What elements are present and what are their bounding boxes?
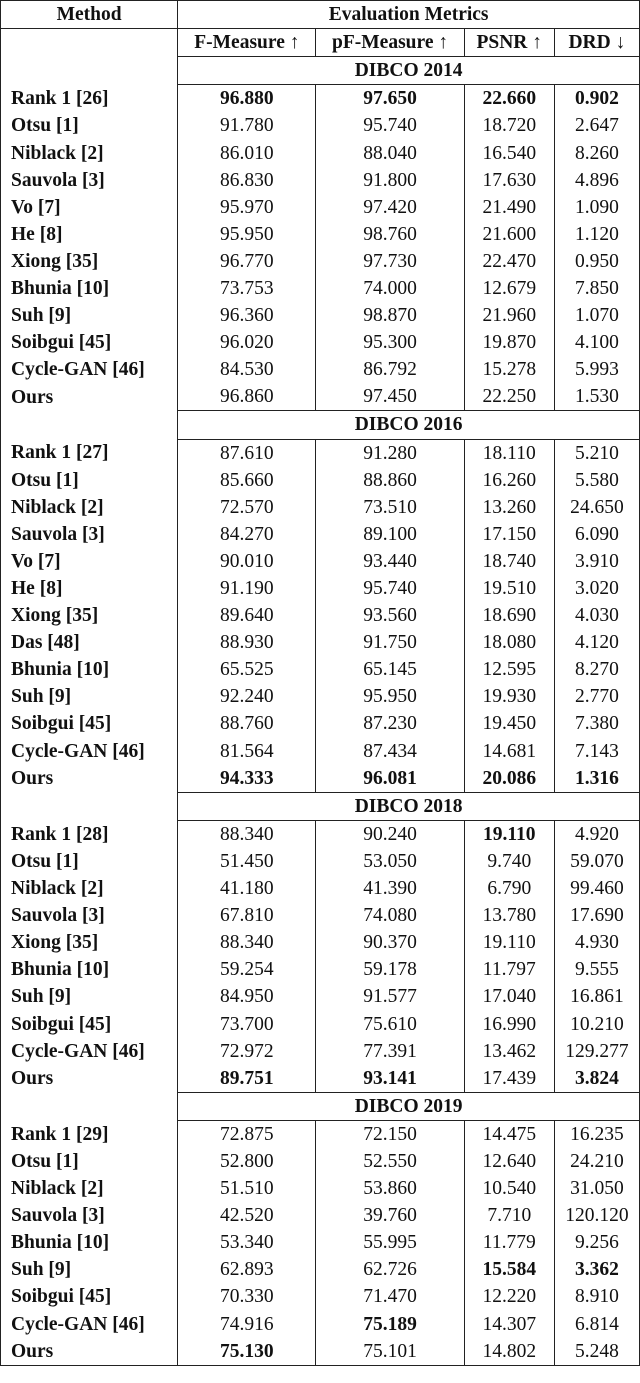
table-row <box>1 1120 640 1148</box>
f-measure-cell: 96.860 <box>178 383 316 411</box>
table-row <box>1 1338 640 1366</box>
psnr-cell: 14.307 <box>464 1311 554 1338</box>
drd-cell: 1.530 <box>554 383 639 411</box>
drd-cell: 9.256 <box>554 1229 639 1256</box>
f-measure-cell: 72.875 <box>178 1120 316 1148</box>
method-cell: Xiong [35] <box>1 602 178 629</box>
drd-cell: 3.020 <box>554 575 639 602</box>
f-measure-cell: 74.916 <box>178 1311 316 1338</box>
method-cell: Soibgui [45] <box>1 710 178 737</box>
drd-cell: 120.120 <box>554 1202 639 1229</box>
table-row <box>1 956 640 983</box>
drd-header: DRD ↓ <box>554 29 639 57</box>
table-row <box>1 1148 640 1175</box>
psnr-cell: 19.110 <box>464 929 554 956</box>
method-cell: Das [48] <box>1 629 178 656</box>
table-row <box>1 112 640 139</box>
f-measure-cell: 95.950 <box>178 221 316 248</box>
drd-cell: 1.120 <box>554 221 639 248</box>
pf-measure-cell: 89.100 <box>316 521 464 548</box>
f-measure-cell: 96.360 <box>178 302 316 329</box>
table-row <box>1 820 640 848</box>
psnr-cell: 19.870 <box>464 329 554 356</box>
psnr-cell: 18.110 <box>464 439 554 467</box>
pf-measure-cell: 75.189 <box>316 1311 464 1338</box>
table-row <box>1 439 640 467</box>
drd-cell: 4.030 <box>554 602 639 629</box>
psnr-cell: 11.779 <box>464 1229 554 1256</box>
method-blank-cell <box>1 57 178 85</box>
table-row <box>1 139 640 166</box>
pf-measure-cell: 90.370 <box>316 929 464 956</box>
f-measure-cell: 88.340 <box>178 820 316 848</box>
pf-measure-cell: 52.550 <box>316 1148 464 1175</box>
f-measure-cell: 96.880 <box>178 85 316 113</box>
drd-cell: 24.650 <box>554 494 639 521</box>
header-row-1 <box>1 1 640 29</box>
table-row <box>1 1202 640 1229</box>
f-measure-cell: 92.240 <box>178 683 316 710</box>
f-measure-cell: 72.570 <box>178 494 316 521</box>
method-cell: He [8] <box>1 575 178 602</box>
pf-measure-cell: 91.280 <box>316 439 464 467</box>
table-row <box>1 329 640 356</box>
drd-cell: 4.896 <box>554 167 639 194</box>
psnr-cell: 18.690 <box>464 602 554 629</box>
pf-measure-cell: 39.760 <box>316 1202 464 1229</box>
pf-measure-cell: 93.560 <box>316 602 464 629</box>
table-row <box>1 1038 640 1065</box>
drd-cell: 1.070 <box>554 302 639 329</box>
psnr-cell: 14.681 <box>464 738 554 765</box>
psnr-cell: 13.780 <box>464 902 554 929</box>
evaluation-metrics-header: Evaluation Metrics <box>178 1 640 29</box>
f-measure-cell: 73.753 <box>178 275 316 302</box>
section-title: DIBCO 2019 <box>178 1092 640 1120</box>
method-cell: Sauvola [3] <box>1 902 178 929</box>
table-row <box>1 656 640 683</box>
f-measure-cell: 62.893 <box>178 1256 316 1283</box>
f-measure-cell: 70.330 <box>178 1283 316 1310</box>
method-cell: Sauvola [3] <box>1 167 178 194</box>
method-header-blank <box>1 29 178 57</box>
psnr-cell: 16.260 <box>464 467 554 494</box>
table-row <box>1 467 640 494</box>
method-cell: Cycle-GAN [46] <box>1 356 178 383</box>
method-cell: Bhunia [10] <box>1 275 178 302</box>
table-row <box>1 494 640 521</box>
pf-measure-cell: 72.150 <box>316 1120 464 1148</box>
method-cell: Bhunia [10] <box>1 656 178 683</box>
table-row <box>1 167 640 194</box>
method-cell: Suh [9] <box>1 302 178 329</box>
psnr-cell: 18.740 <box>464 548 554 575</box>
table-row <box>1 85 640 113</box>
f-measure-cell: 42.520 <box>178 1202 316 1229</box>
psnr-cell: 22.470 <box>464 248 554 275</box>
section-title: DIBCO 2014 <box>178 57 640 85</box>
drd-cell: 31.050 <box>554 1175 639 1202</box>
pf-measure-cell: 91.750 <box>316 629 464 656</box>
drd-cell: 129.277 <box>554 1038 639 1065</box>
f-measure-cell: 96.020 <box>178 329 316 356</box>
f-measure-cell: 52.800 <box>178 1148 316 1175</box>
psnr-cell: 14.475 <box>464 1120 554 1148</box>
table-row <box>1 575 640 602</box>
drd-cell: 7.143 <box>554 738 639 765</box>
method-cell: Otsu [1] <box>1 848 178 875</box>
psnr-cell: 22.660 <box>464 85 554 113</box>
psnr-cell: 19.510 <box>464 575 554 602</box>
f-measure-cell: 87.610 <box>178 439 316 467</box>
method-cell: Bhunia [10] <box>1 956 178 983</box>
drd-cell: 8.910 <box>554 1283 639 1310</box>
table-row <box>1 629 640 656</box>
method-cell: Rank 1 [26] <box>1 85 178 113</box>
method-cell: Sauvola [3] <box>1 1202 178 1229</box>
drd-cell: 4.120 <box>554 629 639 656</box>
section-title: DIBCO 2016 <box>178 411 640 439</box>
table-row <box>1 1175 640 1202</box>
psnr-cell: 17.150 <box>464 521 554 548</box>
psnr-cell: 11.797 <box>464 956 554 983</box>
method-cell: Otsu [1] <box>1 112 178 139</box>
psnr-cell: 16.990 <box>464 1010 554 1037</box>
table-row <box>1 194 640 221</box>
f-measure-cell: 81.564 <box>178 738 316 765</box>
drd-cell: 24.210 <box>554 1148 639 1175</box>
f-measure-cell: 91.190 <box>178 575 316 602</box>
psnr-cell: 12.679 <box>464 275 554 302</box>
method-cell: Niblack [2] <box>1 1175 178 1202</box>
table-row <box>1 1010 640 1037</box>
pf-measure-cell: 97.420 <box>316 194 464 221</box>
drd-cell: 8.270 <box>554 656 639 683</box>
pf-measure-cell: 53.860 <box>316 1175 464 1202</box>
pf-measure-cell: 65.145 <box>316 656 464 683</box>
method-cell: He [8] <box>1 221 178 248</box>
drd-cell: 5.248 <box>554 1338 639 1366</box>
pf-measure-cell: 90.240 <box>316 820 464 848</box>
method-cell: Suh [9] <box>1 983 178 1010</box>
table-row <box>1 602 640 629</box>
pf-measure-cell: 73.510 <box>316 494 464 521</box>
pf-measure-cell: 55.995 <box>316 1229 464 1256</box>
f-measure-cell: 88.340 <box>178 929 316 956</box>
pf-measure-cell: 77.391 <box>316 1038 464 1065</box>
table-row <box>1 1065 640 1093</box>
method-header: Method <box>1 1 178 29</box>
pf-measure-cell: 96.081 <box>316 765 464 793</box>
f-measure-cell: 73.700 <box>178 1010 316 1037</box>
pf-measure-cell: 98.760 <box>316 221 464 248</box>
psnr-cell: 14.802 <box>464 1338 554 1366</box>
method-cell: Niblack [2] <box>1 875 178 902</box>
table-row <box>1 710 640 737</box>
psnr-cell: 20.086 <box>464 765 554 793</box>
table-row <box>1 738 640 765</box>
table-row <box>1 521 640 548</box>
drd-cell: 10.210 <box>554 1010 639 1037</box>
f-measure-cell: 88.760 <box>178 710 316 737</box>
table-body <box>1 57 640 1366</box>
pf-measure-cell: 75.610 <box>316 1010 464 1037</box>
table-row <box>1 1283 640 1310</box>
f-measure-header: F-Measure ↑ <box>178 29 316 57</box>
table-row <box>1 248 640 275</box>
table-row <box>1 356 640 383</box>
drd-cell: 59.070 <box>554 848 639 875</box>
method-cell: Ours <box>1 1065 178 1093</box>
method-cell: Otsu [1] <box>1 1148 178 1175</box>
psnr-cell: 13.462 <box>464 1038 554 1065</box>
f-measure-cell: 86.830 <box>178 167 316 194</box>
psnr-cell: 16.540 <box>464 139 554 166</box>
psnr-cell: 9.740 <box>464 848 554 875</box>
table-row <box>1 1256 640 1283</box>
f-measure-cell: 51.510 <box>178 1175 316 1202</box>
method-cell: Vo [7] <box>1 548 178 575</box>
psnr-cell: 6.790 <box>464 875 554 902</box>
method-blank-cell <box>1 1092 178 1120</box>
drd-cell: 5.580 <box>554 467 639 494</box>
pf-measure-header: pF-Measure ↑ <box>316 29 464 57</box>
method-cell: Ours <box>1 1338 178 1366</box>
method-cell: Otsu [1] <box>1 467 178 494</box>
pf-measure-cell: 95.950 <box>316 683 464 710</box>
f-measure-cell: 51.450 <box>178 848 316 875</box>
psnr-cell: 22.250 <box>464 383 554 411</box>
pf-measure-cell: 93.440 <box>316 548 464 575</box>
section-header-row <box>1 1092 640 1120</box>
pf-measure-cell: 88.860 <box>316 467 464 494</box>
psnr-cell: 12.220 <box>464 1283 554 1310</box>
f-measure-cell: 85.660 <box>178 467 316 494</box>
psnr-cell: 7.710 <box>464 1202 554 1229</box>
header-row-2 <box>1 29 640 57</box>
psnr-header: PSNR ↑ <box>464 29 554 57</box>
psnr-cell: 10.540 <box>464 1175 554 1202</box>
f-measure-cell: 65.525 <box>178 656 316 683</box>
drd-cell: 0.950 <box>554 248 639 275</box>
table-row <box>1 1229 640 1256</box>
psnr-cell: 21.600 <box>464 221 554 248</box>
f-measure-cell: 91.780 <box>178 112 316 139</box>
pf-measure-cell: 95.740 <box>316 112 464 139</box>
table-row <box>1 275 640 302</box>
psnr-cell: 12.640 <box>464 1148 554 1175</box>
psnr-cell: 21.960 <box>464 302 554 329</box>
drd-cell: 4.100 <box>554 329 639 356</box>
method-cell: Rank 1 [28] <box>1 820 178 848</box>
method-cell: Cycle-GAN [46] <box>1 1311 178 1338</box>
f-measure-cell: 96.770 <box>178 248 316 275</box>
drd-cell: 5.210 <box>554 439 639 467</box>
drd-cell: 16.861 <box>554 983 639 1010</box>
section-header-row <box>1 57 640 85</box>
pf-measure-cell: 53.050 <box>316 848 464 875</box>
drd-cell: 1.090 <box>554 194 639 221</box>
drd-cell: 9.555 <box>554 956 639 983</box>
method-cell: Soibgui [45] <box>1 329 178 356</box>
method-cell: Suh [9] <box>1 1256 178 1283</box>
table-row <box>1 765 640 793</box>
psnr-cell: 19.450 <box>464 710 554 737</box>
psnr-cell: 17.439 <box>464 1065 554 1093</box>
method-cell: Vo [7] <box>1 194 178 221</box>
table-row <box>1 1311 640 1338</box>
table-row <box>1 875 640 902</box>
psnr-cell: 15.278 <box>464 356 554 383</box>
drd-cell: 4.920 <box>554 820 639 848</box>
f-measure-cell: 84.530 <box>178 356 316 383</box>
method-cell: Bhunia [10] <box>1 1229 178 1256</box>
method-blank-cell <box>1 411 178 439</box>
method-cell: Soibgui [45] <box>1 1010 178 1037</box>
drd-cell: 3.824 <box>554 1065 639 1093</box>
method-cell: Soibgui [45] <box>1 1283 178 1310</box>
psnr-cell: 17.040 <box>464 983 554 1010</box>
pf-measure-cell: 95.300 <box>316 329 464 356</box>
table-row <box>1 848 640 875</box>
method-cell: Niblack [2] <box>1 494 178 521</box>
psnr-cell: 18.080 <box>464 629 554 656</box>
method-cell: Cycle-GAN [46] <box>1 1038 178 1065</box>
table-row <box>1 221 640 248</box>
pf-measure-cell: 95.740 <box>316 575 464 602</box>
psnr-cell: 19.930 <box>464 683 554 710</box>
drd-cell: 1.316 <box>554 765 639 793</box>
f-measure-cell: 67.810 <box>178 902 316 929</box>
pf-measure-cell: 97.730 <box>316 248 464 275</box>
psnr-cell: 13.260 <box>464 494 554 521</box>
method-cell: Xiong [35] <box>1 929 178 956</box>
f-measure-cell: 95.970 <box>178 194 316 221</box>
drd-cell: 17.690 <box>554 902 639 929</box>
section-header-row <box>1 411 640 439</box>
drd-cell: 2.770 <box>554 683 639 710</box>
pf-measure-cell: 91.577 <box>316 983 464 1010</box>
pf-measure-cell: 97.650 <box>316 85 464 113</box>
drd-cell: 16.235 <box>554 1120 639 1148</box>
pf-measure-cell: 98.870 <box>316 302 464 329</box>
drd-cell: 99.460 <box>554 875 639 902</box>
psnr-cell: 12.595 <box>464 656 554 683</box>
drd-cell: 5.993 <box>554 356 639 383</box>
f-measure-cell: 90.010 <box>178 548 316 575</box>
table-row <box>1 929 640 956</box>
pf-measure-cell: 74.000 <box>316 275 464 302</box>
method-cell: Niblack [2] <box>1 139 178 166</box>
section-header-row <box>1 792 640 820</box>
psnr-cell: 21.490 <box>464 194 554 221</box>
f-measure-cell: 89.640 <box>178 602 316 629</box>
pf-measure-cell: 87.230 <box>316 710 464 737</box>
table-row <box>1 983 640 1010</box>
pf-measure-cell: 87.434 <box>316 738 464 765</box>
f-measure-cell: 89.751 <box>178 1065 316 1093</box>
pf-measure-cell: 75.101 <box>316 1338 464 1366</box>
drd-cell: 0.902 <box>554 85 639 113</box>
table-row <box>1 683 640 710</box>
f-measure-cell: 88.930 <box>178 629 316 656</box>
f-measure-cell: 53.340 <box>178 1229 316 1256</box>
method-cell: Suh [9] <box>1 683 178 710</box>
psnr-cell: 19.110 <box>464 820 554 848</box>
psnr-cell: 17.630 <box>464 167 554 194</box>
method-cell: Cycle-GAN [46] <box>1 738 178 765</box>
drd-cell: 4.930 <box>554 929 639 956</box>
method-cell: Ours <box>1 383 178 411</box>
f-measure-cell: 94.333 <box>178 765 316 793</box>
f-measure-cell: 72.972 <box>178 1038 316 1065</box>
table-row <box>1 302 640 329</box>
psnr-cell: 18.720 <box>464 112 554 139</box>
method-blank-cell <box>1 792 178 820</box>
method-cell: Sauvola [3] <box>1 521 178 548</box>
table-row <box>1 902 640 929</box>
pf-measure-cell: 62.726 <box>316 1256 464 1283</box>
pf-measure-cell: 41.390 <box>316 875 464 902</box>
psnr-cell: 15.584 <box>464 1256 554 1283</box>
pf-measure-cell: 91.800 <box>316 167 464 194</box>
drd-cell: 2.647 <box>554 112 639 139</box>
method-cell: Rank 1 [27] <box>1 439 178 467</box>
f-measure-cell: 59.254 <box>178 956 316 983</box>
section-title: DIBCO 2018 <box>178 792 640 820</box>
drd-cell: 7.380 <box>554 710 639 737</box>
pf-measure-cell: 86.792 <box>316 356 464 383</box>
method-cell: Xiong [35] <box>1 248 178 275</box>
method-cell: Ours <box>1 765 178 793</box>
f-measure-cell: 41.180 <box>178 875 316 902</box>
f-measure-cell: 86.010 <box>178 139 316 166</box>
pf-measure-cell: 88.040 <box>316 139 464 166</box>
pf-measure-cell: 74.080 <box>316 902 464 929</box>
drd-cell: 3.362 <box>554 1256 639 1283</box>
drd-cell: 8.260 <box>554 139 639 166</box>
drd-cell: 6.814 <box>554 1311 639 1338</box>
drd-cell: 3.910 <box>554 548 639 575</box>
drd-cell: 6.090 <box>554 521 639 548</box>
drd-cell: 7.850 <box>554 275 639 302</box>
table-row <box>1 548 640 575</box>
f-measure-cell: 84.950 <box>178 983 316 1010</box>
pf-measure-cell: 93.141 <box>316 1065 464 1093</box>
table-row <box>1 383 640 411</box>
f-measure-cell: 75.130 <box>178 1338 316 1366</box>
pf-measure-cell: 97.450 <box>316 383 464 411</box>
f-measure-cell: 84.270 <box>178 521 316 548</box>
method-cell: Rank 1 [29] <box>1 1120 178 1148</box>
pf-measure-cell: 71.470 <box>316 1283 464 1310</box>
pf-measure-cell: 59.178 <box>316 956 464 983</box>
